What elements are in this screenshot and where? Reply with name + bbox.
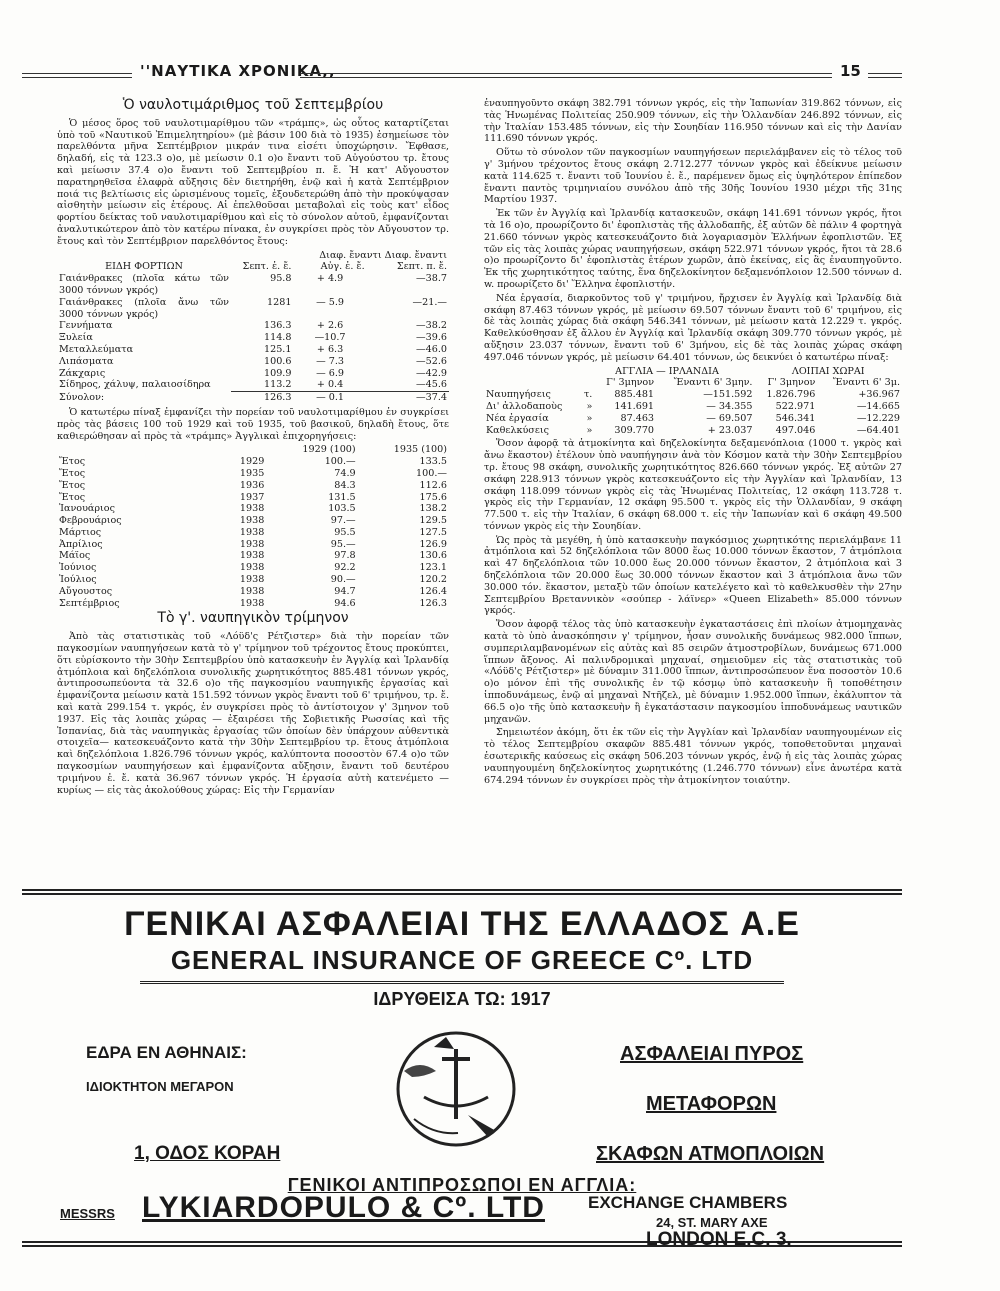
table-row <box>57 344 449 356</box>
table-cell: 84.3 <box>334 479 356 491</box>
table-cell: 1938 <box>239 585 265 597</box>
table-cell: 74.9 <box>334 467 356 479</box>
column-header: Γ' 3μηνον <box>767 377 816 389</box>
table-row <box>57 320 449 332</box>
table-cell: 126.4 <box>419 585 447 597</box>
table-cell: Δι' ἀλλοδαποὺς <box>486 400 563 412</box>
table-cell: 1938 <box>239 526 265 538</box>
table-cell: 1937 <box>239 491 265 503</box>
table-row <box>57 574 449 586</box>
ad-seat: ΕΔΡΑ ΕΝ ΑΘΗΝΑΙΣ: <box>86 1043 247 1062</box>
table-cell: 126.3 <box>419 597 447 609</box>
header-rule-mid <box>300 73 832 78</box>
table-cell: Ἀπρίλιος <box>59 538 103 550</box>
table-cell: 95.5 <box>334 526 356 538</box>
ad-messrs: MESSRS <box>60 1206 115 1221</box>
ad-city: LONDON E.C. 3. <box>646 1229 792 1250</box>
table-cell: + 23.037 <box>707 424 753 436</box>
table-cell: Λιπάσματα <box>59 355 114 367</box>
ad-fire-insurance: ΑΣΦΑΛΕΙΑΙ ΠΥΡΟΣ <box>620 1043 804 1065</box>
table-row <box>57 456 449 468</box>
table-cell: 546.341 <box>775 412 816 424</box>
ad-exchange-chambers: EXCHANGE CHAMBERS <box>588 1193 788 1212</box>
table-cell: Ἰανουάριος <box>59 503 115 515</box>
table-cell: Ἔτος <box>59 456 86 468</box>
table-cell: 100.6 <box>264 355 292 367</box>
table-cell: Γαιάνθρακες (πλοῖα κάτω τῶν 3000 τόννων γκρός) <box>59 273 229 296</box>
table-cell: 97.— <box>330 515 356 527</box>
table-cell: 522.971 <box>775 400 816 412</box>
table-cell: 126.9 <box>419 538 447 550</box>
section-heading: Ὁ ναυλοτιμάριθμος τοῦ Σεπτεμβρίου <box>122 97 384 113</box>
table-cell: 138.2 <box>419 503 447 515</box>
table-cell: 136.3 <box>264 320 292 332</box>
column-header: Ἔναντι 6' 3μην. <box>673 377 753 389</box>
page-number: 15 <box>840 62 861 80</box>
table-cell: Νέα ἐργασία <box>486 412 549 424</box>
table-cell: Γαιάνθρακες (πλοῖα ἄνω τῶν 3000 τόννων γκρός) <box>59 296 229 320</box>
table-cell: 1938 <box>239 574 265 586</box>
column-header: ΕΙΔΗ ΦΟΡΤΙΩΝ <box>105 261 183 273</box>
table-cell: 141.691 <box>614 400 655 412</box>
table-cell: » <box>586 412 593 424</box>
table-cell: —64.401 <box>856 424 900 436</box>
table-cell: 95.8 <box>270 273 292 285</box>
section-heading: Τὸ γ'. ναυπηγικὸν τρίμηνον <box>157 610 349 627</box>
table-cell: Ἰούνιος <box>59 562 97 574</box>
ad-agent-company: LYKIARDOPULO & Cº. LTD <box>142 1191 545 1224</box>
table-cell: — 5.9 <box>316 296 344 308</box>
table-cell: 309.770 <box>614 424 655 436</box>
paragraph: Ὁ κατωτέρω πίναξ ἐμφανίζει τὴν πορείαν τοῦ ναυλοτιμαρίθμου ἐν συγκρίσει πρὸς τὰς βάσεις 100 τοῦ 1929 καὶ τοῦ 1935, τοῦ βασικοῦ, δηλαδὴ ἔτους, ὅτε καθιερώθησαν αἱ πρὸς τὰ «τράμπς» Ἀγγλικαὶ ἐπιχορηγήσεις: <box>57 406 449 442</box>
ad-address: 1, ΟΔΟΣ ΚΟΡΑΗ <box>134 1143 281 1164</box>
table-row <box>57 515 449 527</box>
right-column <box>484 98 902 788</box>
table-cell: —37.4 <box>367 392 449 404</box>
table-row <box>57 503 449 515</box>
table-cell: Ναυπηγήσεις <box>486 389 551 401</box>
table-cell: 1936 <box>239 479 265 491</box>
table-cell: —45.6 <box>416 379 447 391</box>
ad-owned-building: ΙΔΙΟΚΤΗΤΟΝ ΜΕΓΑΡΟΝ <box>86 1079 234 1094</box>
table-cell: » <box>586 424 593 436</box>
ad-transport-insurance: ΜΕΤΑΦΟΡΩΝ <box>646 1093 777 1115</box>
paragraph: Ὡς πρὸς τὰ μεγέθη, ἡ ὑπὸ κατασκευὴν παγκόσμιος χωρητικότης περιελάμβανε 11 ἀτμόπλοια καὶ 52 δηζελόπλοια τῶν 8000 ἕως 10.000 τόννων ἕκαστον, 7 ἀτμόπλοια καὶ 47 δηζελόπλοια τῶν 10.000 ἕως 20.000 τόννων ἕκαστον, 2 ἀτμόπλοια καὶ 3 δηζελόπλοια τῶν 20.000 ἕως 30.000 τόννων ἕκαστον καὶ 3 ἀτμόπλοια ἄνω τῶν 30.000 τόν. ἕκαστον, μεταξὺ τῶν ὁποίων κατελέγετο καὶ τὸ καθελκυσθὲν τὴν 27ην Σεπτεμβρίου Βρεταννικὸν «σούπερ - λάϊνερ» «Queen Elizabeth» 85.000 τόννων γκρός. <box>484 534 902 617</box>
table-cell: 133.5 <box>419 456 447 468</box>
table-cell: 1929 <box>239 456 265 468</box>
table-row <box>57 527 449 539</box>
table-cell: 1938 <box>239 538 265 550</box>
table-cell: 109.9 <box>264 367 292 379</box>
table-cell: —38.7 <box>416 273 447 285</box>
paragraph: Ὁ μέσος ὅρος τοῦ ναυλοτιμαρίθμου τῶν «τράμπς», ὡς οὗτος καταρτίζεται ὑπὸ τοῦ «Ναυτικοῦ Ἐπιμελητηρίου» (μὲ βάσιν 100 διὰ τὸ 1935) ἐσημείωσε τὸν παρελθόντα μῆνα Σεπτέμβριον μικράν τινα εἰσέτι ὑποχώρησιν. Ἔφθασε, δηλαδή, εἰς τὰ 123.3 ο)ο, μὲ μείωσιν 0.1 ο)ο ἔναντι τοῦ Αὐγούστου τρ. ἔτους καὶ μείωσιν 37.4 ο)ο ἔναντι τοῦ Σεπτεμβρίου π. ἔ. Ἡ κατ' Αὔγουστον παρατηρηθεῖσα ἐλαφρὰ αὔξησις δὲν διετηρήθη, ἐνῷ καὶ ἡ κατὰ Σεπτέμβριον ποιά τις βελτίωσις εἰς ὡρισμένους τομεῖς, ἐξουδετερώθη ἀπὸ τὴν προκύψασαν αἰσθητὴν μείωσιν εἰς ἑτέρους. Αἱ ἐπελθοῦσαι μεταβολαὶ εἰς τοὺς κατ' εἶδος φορτίου δείκτας τοῦ ναυλοτιμαρίθμου καὶ εἰς τὸ σύνολον αὐτοῦ, ἐμφανίζονται ἀναλυτικώτερον ἀπὸ τὸν κατέρω πίνακα, ἐν συγκρίσει πρὸς τὸν Αὔγουστον τρ. ἔτους καὶ τὸν Σεπτέμβριον παρελθόντος ἔτους: <box>57 117 449 247</box>
table-cell: Σύνολον: <box>59 391 105 403</box>
paragraph: Σημειωτέον ἀκόμη, ὅτι ἐκ τῶν εἰς τὴν Ἀγγλίαν καὶ Ἰρλανδίαν ναυπηγουμένων εἰς τὸ τέλος Σεπτεμβρίου σκαφῶν 885.481 τόννων γκρός, τοποθετοῦνται μηχαναὶ ἐσωτερικῆς καύσεως εἰς σκάφη 506.203 τόννων γκρός, ἐνῷ ἡ εἰς τὰς λοιπὰς χώρας ναυπηγουμένη δηζελοκίνητος χωρητικότης (1.246.770 τόννων) εἶνε ἀνωτέρα κατὰ 674.294 τόννων ἐν συγκρίσει πρὸς τὴν ἀτμοκίνητον τοιαύτην. <box>484 727 902 786</box>
table-cell: 114.8 <box>264 332 292 344</box>
table-cell: 113.2 <box>264 379 292 391</box>
table-cell: —42.9 <box>416 367 447 379</box>
table-cell: 1938 <box>239 550 265 562</box>
table-cell: — 6.9 <box>316 367 344 379</box>
header-rule-right <box>868 73 902 78</box>
table-cell: — 0.1 <box>293 392 366 404</box>
table-cell: —10.7 <box>314 332 346 344</box>
table-cell: 112.6 <box>419 479 447 491</box>
table-cell: 1938 <box>239 597 265 609</box>
running-header <box>22 62 902 84</box>
freight-index-table <box>57 250 449 404</box>
table-row <box>57 562 449 574</box>
table-cell: Μεταλλεύματα <box>59 343 134 355</box>
column-header: Σεπτ. ἐ. ἔ. <box>242 261 292 273</box>
table-row <box>57 492 449 504</box>
table-row <box>484 389 902 401</box>
table-head-top: Διαφ. ἔναντι Διαφ. ἔναντι <box>319 249 447 261</box>
table-cell: —14.665 <box>856 400 900 412</box>
table-cell: 130.6 <box>419 550 447 562</box>
table-cell: Μάϊος <box>59 550 91 562</box>
table-row <box>57 480 449 492</box>
table-row <box>57 550 449 562</box>
table-cell: Ἔτος <box>59 479 86 491</box>
table-cell: Ζάκχαρις <box>59 367 106 379</box>
left-column <box>57 98 449 798</box>
table-cell: 90.— <box>330 574 356 586</box>
table-row <box>57 598 449 610</box>
table-cell: 1.826.796 <box>766 389 816 401</box>
paragraph: ἐναυπηγοῦντο σκάφη 382.791 τόννων γκρός, εἰς τὴν Ἰαπωνίαν 319.862 τόννων, εἰς τὰς Ἡνωμένας Πολιτείας 250.909 τόννων, εἰς τὴν Ὁλλανδίαν 246.892 τόννων, εἰς τὴν Ἰταλίαν 153.485 τόννων, εἰς τὴν Σουηδίαν 116.950 τόννων καὶ εἰς τὴν Δανίαν 111.690 τόννων γκρός. <box>484 98 902 145</box>
table-cell: 100.— <box>416 467 447 479</box>
shipbuilding-table <box>484 366 902 437</box>
table-cell: Φεβρουάριος <box>59 515 122 527</box>
table-cell: 1281 <box>267 296 292 308</box>
table-row <box>57 356 449 368</box>
paragraph: Ἐκ τῶν ἐν Ἀγγλίᾳ καὶ Ἰρλανδίᾳ κατασκευῶν, σκάφη 141.691 τόννων γκρός, ἤτοι τὰ 16 ο)ο, προωρίζοντο δι' ἐφοπλιστὰς τῆς ἀλλοδαπῆς, ἐξ αὐτῶν δὲ πάλιν 4 φορτηγὰ 21.660 τόννων γκρὸς κατεσκευάζοντο διὰ λογαριασμὸν Ἑλλήνων ἐφοπλιστῶν. Ἐξ τῶν εἰς τὰς λοιπὰς χώρας ναυπηγήσεων, σκάφη 522.971 τόννων γκρός, ἤτοι τὰ 28.6 ο)ο προωρίζοντο δι' ἐφοπλιστὰς ἑτέρων χωρῶν, ἀπὸ ἐκείνας, εἰς ἃς ἐναυπηγοῦντο. Ἐκ τῆς χωρητικότητος ταύτης, ἕνα δηζελοκίνητον δεξαμενόπλοιον 12.500 τόννων d. w. προωρίζετο δι' Ἕλληνα ἐφοπλιστήν. <box>484 208 902 290</box>
table-cell: 87.463 <box>620 412 655 424</box>
table-cell: 125.1 <box>264 343 292 355</box>
table-cell: —12.229 <box>856 412 900 424</box>
table-cell: 97.8 <box>334 550 356 562</box>
column-header: 1929 (100) <box>302 444 356 456</box>
table-row <box>57 368 449 380</box>
table-row <box>57 586 449 598</box>
table-cell: Ξυλεία <box>59 332 93 344</box>
ad-title-greek: ΓΕΝΙΚΑΙ ΑΣΦΑΛΕΙΑΙ ΤΗΣ ΕΛΛΑΔΟΣ A.E <box>124 905 800 943</box>
paragraph: Ὅσον ἀφορᾷ τέλος τὰς ὑπὸ κατασκευὴν ἐγκαταστάσεις ἐπὶ πλοίων ἀτμομηχανὰς κατὰ τὸ ὑπὸ ἀνασκόπησιν γ' τρίμηνον, ἦσαν συνολικῆς δυνάμεως 982.000 ἵππων, συμπεριλαμβανομένων εἰς αὐτὰς καὶ 85 σειρῶν ἀτμοστροβίλων, δυνάμεως 671.000 ἵππων ἄξονος. Αἱ παλινδρομικαὶ μηχαναί, σημειοῦμεν εἰς τὰς στατιστικὰς τοῦ «Λόϋδ'ς Ρέτζιστερ» μὲ δύναμιν 311.000 ἵππων, ἀντιπροσώπευον ἕνα ποσοστὸν 10.6 ο)ο μόνον ἐπὶ τῆς συνολικῆς ἐν τῷ κόσμῳ ὑπὸ κατασκευὴν ἢ τοποθέτησιν ἱπποδυνάμεως, ἐνῷ αἱ μηχαναὶ Ντῆζελ, μὲ δύναμιν 1.952.000 ἵππων, ἐκάλυπτον τὰ 66.5 ο)ο τῆς ὑπὸ κατασκευὴν ἢ ἐγκατάστασιν παγκοσμίου ἱπποδυνάμεως ναυτικῶν μηχανῶν. <box>484 619 902 725</box>
table-row <box>57 468 449 480</box>
table-cell: τ. <box>583 389 593 401</box>
table-cell: — 69.507 <box>706 412 753 424</box>
table-cell: 103.5 <box>328 503 356 515</box>
table-cell: 1938 <box>239 562 265 574</box>
table-cell: Ἔτος <box>59 491 86 503</box>
paragraph: Ἀπὸ τὰς στατιστικὰς τοῦ «Λόϋδ'ς Ρέτζιστερ» διὰ τὴν πορείαν τῶν παγκοσμίων ναυπηγήσεων κατὰ τὸ γ' τρίμηνον τοῦ τρέχοντος ἔτους προκύπτει, ὅτι εὑρίσκοντο τὴν 30ὴν Σεπτεμβρίου ὑπὸ κατασκευὴν ἐν Ἀγγλίᾳ καὶ Ἰρλανδίᾳ ἀτμόπλοια καὶ δηζελόπλοια συνολικῆς χωρητικότητος 885.481 τόννων γκρός, ἀντιπροσωπεύοντα τὰ 32.6 ο)ο τῆς παγκοσμίου ναυπηγικῆς ἐργασίας καὶ ἐμφανίζοντα μείωσιν κατὰ 151.592 τόννων γκρὸς ἔναντι τοῦ 6' τριμήνου, τρ. ἔ. καὶ κατὰ 299.154 τ. γκρός, ἐν συγκρίσει πρὸς τὸ ἀντίστοιχον γ' 3μηνον τοῦ 1937. Εἰς τὰς λοιπὰς χώρας — ἐξαιρέσει τῆς Σοβιετικῆς Ρωσσίας καὶ τῆς Ἱσπανίας, διὰ τὰς ναυπηγικὰς ἐργασίας τῶν ὁποίων δὲν ὑπάρχουν αὐθεντικὰ στοιχεῖα— κατεσκευάζοντο κατὰ τὴν 30ὴν Σεπτεμβρίου τρ. ἔτους ἀτμόπλοια καὶ δηζελόπλοια 1.826.796 τόννων γκρός, καλύπτοντα ποσοστὸν 67.4 ο)ο τῶν παγκοσμίων ναυπηγήσεων καὶ ἐμφανίζοντα αὔξησιν, ἔναντι τοῦ δευτέρου τριμήνου ἐ. ἔ. κατὰ 36.967 τόννων γκρός. Ἡ ἐργασία αὐτὴ κατενέμετο — κυρίως — εἰς τὰς ἀκολούθους χώρας: Εἰς τὴν Γερμανίαν <box>57 631 449 796</box>
table-cell: 95.— <box>330 538 356 550</box>
table-cell: Σεπτέμβριος <box>59 597 120 609</box>
table-cell: + 4.9 <box>316 273 344 285</box>
table-cell: —52.6 <box>416 355 447 367</box>
table-cell: 1935 <box>239 467 265 479</box>
table-cell: + 6.3 <box>316 343 344 355</box>
table-cell: 175.6 <box>419 491 447 503</box>
table-cell: Ἰούλιος <box>59 574 97 586</box>
table-cell: 94.7 <box>334 585 356 597</box>
table-cell: 1938 <box>239 515 265 527</box>
table-cell: 123.1 <box>419 562 447 574</box>
table-cell: Γεννήματα <box>59 320 113 332</box>
ad-divider <box>140 981 784 984</box>
paragraph: Οὕτω τὸ σύνολον τῶν παγκοσμίων ναυπηγήσεων περιελάμβανεν εἰς τὸ τέλος τοῦ γ' 3μήνου τρέχοντος ἔτους σκάφη 2.712.277 τόννων γκρὸς καὶ ἐδείκνυε μείωσιν κατὰ 114.625 τ. ἔναντι τοῦ Ἰουνίου ἐ. ἔ., παρέμενεν ὅμως εἰς ὑψηλότερον ἐπίπεδον ἔναντι παντὸς τριμηνιαίου συνόλου ἀπὸ τῆς 30ῆς Ἰουνίου 1930 μέχρι τῆς 31ης Μαρτίου 1937. <box>484 147 902 206</box>
ad-hull-insurance: ΣΚΑΦΩΝ ΑΤΜΟΠΛΟΙΩΝ <box>596 1143 825 1165</box>
table-cell: 94.6 <box>334 597 356 609</box>
table-row <box>57 539 449 551</box>
table-total-row <box>57 392 449 404</box>
table-cell: 129.5 <box>419 515 447 527</box>
table-cell: Καθελκύσεις <box>486 424 549 436</box>
table-cell: —38.2 <box>416 320 447 332</box>
table-cell: —39.6 <box>416 332 447 344</box>
column-header: 1935 (100) <box>393 444 447 456</box>
table-row <box>57 297 449 321</box>
ad-title-english: GENERAL INSURANCE OF GREECE Cº. LTD <box>170 945 754 975</box>
column-header: Γ' 3μηνον <box>606 377 655 389</box>
table-cell: Ἔτος <box>59 467 86 479</box>
column-header: Αὐγ. ἐ. ἔ. <box>320 261 365 273</box>
paragraph: Ὅσον ἀφορᾷ τὰ ἀτμοκίνητα καὶ δηζελοκίνητα δεξαμενόπλοια (1000 τ. γκρὸς καὶ ἄνω ἕκαστον) ἐτέλουν ὑπὸ ναυπήγησιν ἀνὰ τὸν Κόσμον κατὰ τὴν 30ὴν Σεπτεμβρίου τρ. ἔτους 98 σκάφη, συνολικῆς χωρητικότητος 826.660 τόννων γκρός. Ἐξ αὐτῶν 27 σκάφη 228.913 τόννων γκρὸς κατεσκευάζοντο εἰς τὴν Ἀγγλίαν καὶ Ἰρλανδίαν, 13 σκάφη 118.099 τόννων γκρὸς εἰς τὰς Ἡνωμένας Πολιτείας, 12 σκάφη 113.728 τ. γκρὸς εἰς τὴν Γερμανίαν, 12 σκάφη 95.500 τ. γκρὸς εἰς τὴν Ὁλλανδίαν, 9 σκάφη 77.500 τ. εἰς τὴν Ἰταλίαν, 6 σκάφη 68.000 τ. εἰς τὴν Ἰαπωνίαν καὶ 6 σκάφη 49.500 τόννων γκρὸς εἰς τὴν Σουηδίαν. <box>484 438 902 532</box>
journal-title: ''ΝΑΥΤΙΚΑ ΧΡΟΝΙΚΑ,, <box>140 62 336 80</box>
column-group-header: ΛΟΙΠΑΙ ΧΩΡΑΙ <box>791 365 865 377</box>
table-row <box>484 425 902 437</box>
table-cell: 120.2 <box>419 574 447 586</box>
table-row <box>57 332 449 344</box>
insurance-advertisement <box>22 889 902 1250</box>
index-history-table <box>57 444 449 609</box>
table-cell: Σίδηρος, χάλυψ, παλαιοσίδηρα <box>59 379 211 391</box>
header-rule-left <box>22 73 132 78</box>
column-header: Ἔναντι 6' 3μ. <box>832 377 900 389</box>
table-cell: —21.— <box>412 296 447 308</box>
column-header: Σεπτ. π. ἔ. <box>396 261 447 273</box>
table-cell: 127.5 <box>419 526 447 538</box>
table-cell: » <box>586 400 593 412</box>
table-cell: +36.967 <box>858 389 900 401</box>
ad-general-agents: ΓΕΝΙΚΟΙ ΑΝΤΙΠΡΟΣΩΠΟΙ ΕΝ ΑΓΓΛΙΑ: <box>287 1175 637 1195</box>
table-row <box>57 379 449 391</box>
table-cell: —46.0 <box>416 343 447 355</box>
table-cell: —151.592 <box>703 389 753 401</box>
table-cell: + 0.4 <box>316 379 344 391</box>
ad-founded: ΙΔΡΥΘΕΙΣΑ ΤΩ: 1917 <box>373 989 551 1009</box>
table-cell: 497.046 <box>775 424 816 436</box>
ad-street: 24, ST. MARY AXE <box>656 1215 768 1230</box>
table-row <box>57 273 449 297</box>
paragraph: Νέα ἐργασία, διαρκοῦντος τοῦ γ' τριμήνου, ἤρχισεν ἐν Ἀγγλίᾳ καὶ Ἰρλανδίᾳ διὰ σκάφη 87.463 τόννων γκρός, μὲ μείωσιν 69.507 τόννων ἔναντι τοῦ 6' τριμήνου, εἰς δὲ τὰς λοιπὰς χώρας διὰ σκάφη 546.341 τόννων, μὲ μείωσιν κατὰ 12.229 τ. γκρός. Καθελκύσθησαν ἐξ ἄλλου ἐν Ἀγγλίᾳ καὶ Ἰρλανδίᾳ σκάφη 309.770 τόννων γκρός, μὲ αὔξησιν 23.037 τόννων, ἔναντι τοῦ 6' 3μήνου, εἰς δὲ τὰς λοιπὰς χώρας σκάφη 497.046 τόννων γκρός, μὲ μείωσιν 64.401 τόννων, ὡς δεικνύει ὁ κατωτέρω πίναξ: <box>484 292 902 363</box>
table-cell: 126.3 <box>231 392 293 404</box>
table-cell: 92.2 <box>334 562 356 574</box>
table-cell: Μάρτιος <box>59 526 102 538</box>
table-cell: — 7.3 <box>316 355 344 367</box>
table-cell: — 34.355 <box>706 400 753 412</box>
table-cell: 885.481 <box>614 389 655 401</box>
table-cell: Αὔγουστος <box>59 585 113 597</box>
column-group-header: ΑΓΓΛΙΑ — ΙΡΛΑΝΔΙΑ <box>615 365 719 377</box>
table-cell: 131.5 <box>328 491 356 503</box>
table-cell: 100.— <box>324 456 356 468</box>
table-row <box>484 401 902 413</box>
table-cell: 1938 <box>239 503 265 515</box>
ship-anchor-emblem-icon <box>384 1019 524 1149</box>
table-cell: + 2.6 <box>316 320 344 332</box>
table-row <box>484 413 902 425</box>
